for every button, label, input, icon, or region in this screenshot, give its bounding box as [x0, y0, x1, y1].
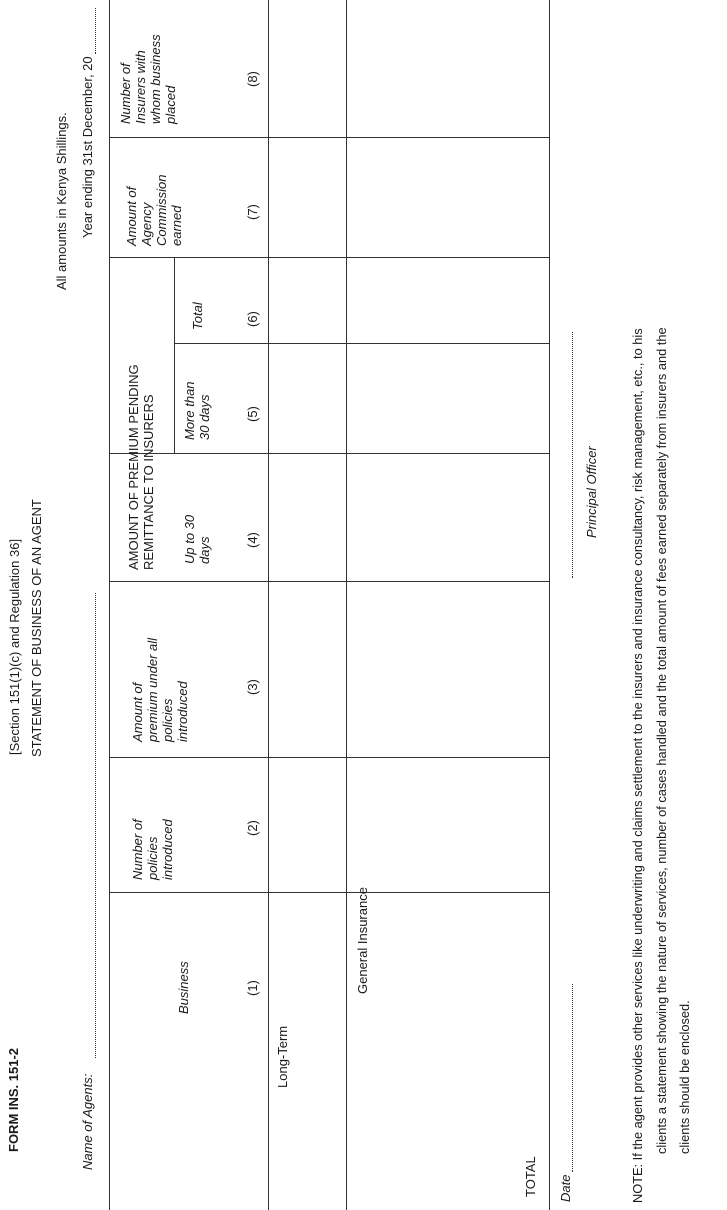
header-up-to-30-days: Up to 30 days: [182, 514, 212, 564]
column-number-8: (8): [245, 71, 260, 87]
column-number-2: (2): [245, 820, 260, 836]
row-total: TOTAL: [523, 1156, 538, 1197]
name-of-agents-field[interactable]: [95, 593, 96, 1058]
name-of-agents-label: Name of Agents:: [80, 1073, 95, 1170]
column-number-1: (1): [245, 980, 260, 996]
column-number-5: (5): [245, 406, 260, 422]
form-title: STATEMENT OF BUSINESS OF AN AGENT: [29, 499, 44, 757]
row-long-term: Long-Term: [275, 1025, 290, 1088]
header-more-than-30-days: More than 30 days: [182, 381, 212, 440]
header-number-of-insurers: Number of Insurers with whom business placed: [118, 34, 178, 124]
principal-officer-signature-line[interactable]: [572, 332, 573, 578]
date-field[interactable]: [572, 984, 573, 1172]
row-general-insurance: General Insurance: [355, 887, 370, 994]
note-line-2: clients a statement showing the nature of services, number of cases handled and the total amount of fees earned separately from insurers and the: [654, 327, 669, 1154]
column-number-4: (4): [245, 532, 260, 548]
header-business: Business: [176, 961, 191, 1014]
header-premium-pending-remittance: AMOUNT OF PREMIUM PENDING REMITTANCE TO INSURERS: [126, 364, 156, 570]
form-id: FORM INS. 151-2: [6, 1047, 21, 1152]
note-line-1: NOTE: If the agent provides other services like underwriting and claims settlement to the insurers and insurance consultancy, risk management, etc., to his: [630, 328, 645, 1203]
column-number-3: (3): [245, 679, 260, 695]
column-number-6: (6): [245, 311, 260, 327]
principal-officer-label: Principal Officer: [584, 446, 599, 538]
column-number-7: (7): [245, 204, 260, 220]
header-agency-commission: Amount of Agency Commission earned: [124, 174, 184, 246]
year-ending-label: Year ending 31st December, 20: [80, 56, 95, 238]
year-field[interactable]: [95, 8, 96, 54]
header-amount-of-premium: Amount of premium under all policies introduced: [130, 637, 190, 742]
header-total: Total: [190, 302, 205, 330]
section-reference: [Section 151(1)(c) and Regulation 36]: [7, 538, 22, 755]
note-line-3: clients should be enclosed.: [677, 1000, 692, 1154]
currency-note: All amounts in Kenya Shillings.: [54, 112, 69, 290]
date-label: Date: [558, 1174, 573, 1202]
header-number-of-policies: Number of policies introduced: [130, 819, 175, 880]
